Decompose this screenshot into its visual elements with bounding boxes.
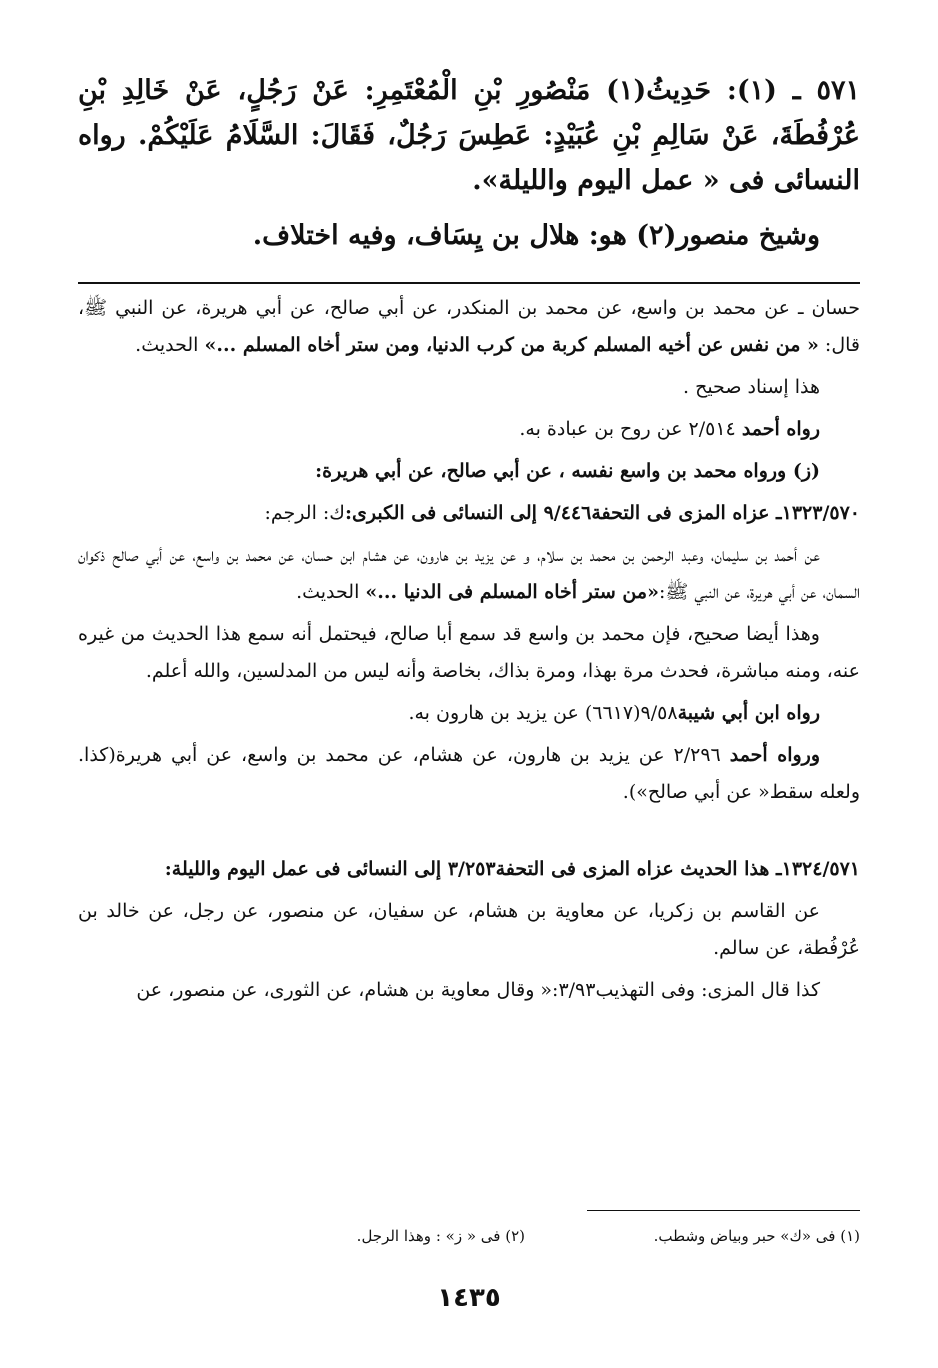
hadith-571-text: ٥٧١ ـ (١): حَدِيثُ(١) مَنْصُورِ بْنِ الْمُعْتَمِرِ: عَنْ رَجُلٍ، عَنْ خَالِدِ بْنِ عُرْفُطَةَ، عَنْ سَالِمِ بْنِ عُبَيْدٍ: عَطِسَ رَجُلٌ، فَقَالَ: السَّلَامُ عَلَيْكُمْ. رواه النسائى فى « عمل اليوم والليلة».	[78, 75, 860, 196]
commentary-paragraph: ١٣٢٤/٥٧١ـ هذا الحديث عزاه المزى فى التحفة٣/٢٥٣ إلى النسائى فى عمل اليوم والليلة:	[164, 858, 860, 880]
commentary-paragraph: عن القاسم بن زكريا، عن معاوية بن هشام، عن سفيان، عن منصور، عن رجل، عن خالد بن عُرْفُطة، عن سالم.	[78, 900, 860, 959]
footnote-divider	[587, 1210, 860, 1211]
commentary-paragraph: رواه أحمد ٢/٥١٤ عن روح بن عبادة به.	[519, 418, 820, 440]
commentary-paragraph: عن أحمد بن سليمان، وعبد الرحمن بن محمد بن سلام، و عن يزيد بن هارون، عن هشام ابن حسان، عن محمد بن واسع، عن أبي صالح ذكوان السمان، عن أبي هريرة، عن النبي ﷺ:«من ستر أخاه المسلم فى الدنيا ...» الحديث.	[78, 544, 860, 603]
commentary-paragraph: حسان ـ عن محمد بن واسع، عن محمد بن المنكدر، عن أبي صالح، عن أبي هريرة، عن النبي ﷺ، قال: « من نفس عن أخيه المسلم كربة من كرب الدنيا، ومن ستر أخاه المسلم ...» الحديث.	[78, 297, 860, 356]
commentary-paragraph: هذا إسناد صحيح .	[682, 376, 820, 398]
commentary-paragraph: (ز) ورواه محمد بن واسع نفسه ، عن أبي صالح، عن أبي هريرة:	[315, 460, 820, 482]
commentary-paragraph: وهذا أيضا صحيح، فإن محمد بن واسع قد سمع أبا صالح، فيحتمل أنه سمع هذا الحديث من غيره عنه، ومنه مباشرة، فحدث مرة بهذا، ومرة بذاك، بخاصة وأنه ليس من المدلسين، والله أعلم.	[78, 623, 860, 682]
footnote-1: (١) فى «ك» حبر وبياض وشطب.	[653, 1227, 860, 1245]
main-divider	[78, 282, 860, 284]
main-text	[78, 68, 860, 264]
commentary	[78, 290, 860, 1014]
footnote-2: (٢) فى « ز» : وهذا الرجل.	[356, 1227, 525, 1245]
page-number: ١٤٣٥	[437, 1283, 501, 1313]
commentary-paragraph: ورواه أحمد ٢/٢٩٦ عن يزيد بن هارون، عن هشام، عن محمد بن واسع، عن أبي هريرة(كذا. ولعله سقط« عن أبي صالح»).	[78, 744, 860, 803]
commentary-paragraph: كذا قال المزى: وفى التهذيب٣/٩٣:« وقال معاوية بن هشام، عن الثورى، عن منصور، عن	[136, 979, 820, 1001]
commentary-paragraph: رواه ابن أبي شيبة٩/٥٨(٦٦١٧) عن يزيد بن هارون به.	[408, 702, 820, 724]
commentary-paragraph: ١٣٢٣/٥٧٠ـ عزاه المزى فى التحفة٩/٤٤٦ إلى النسائى فى الكبرى:ك: الرجم:	[264, 502, 860, 524]
sheikh-note: وشيخ منصور(٢) هو: هلال بن يِسَاف، وفيه اختلاف.	[252, 220, 820, 251]
